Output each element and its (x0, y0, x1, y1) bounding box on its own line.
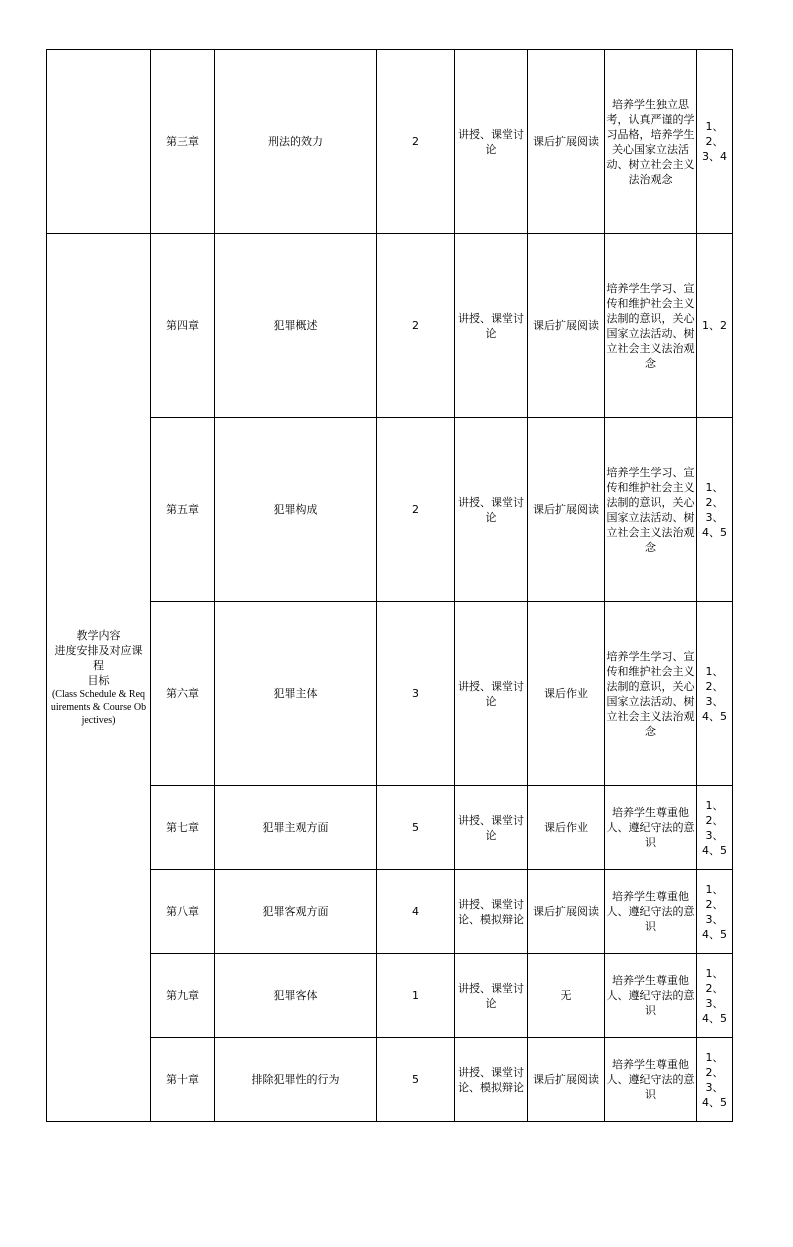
table-row (47, 234, 733, 418)
chapter-cell: 第四章 (151, 234, 215, 418)
homework-cell: 课后扩展阅读 (528, 418, 605, 602)
chapter-cell: 第十章 (151, 1038, 215, 1122)
objectives-cell: 1、2、3、4、5 (697, 870, 733, 954)
goal-cell: 培养学生尊重他人、遵纪守法的意识 (605, 954, 697, 1038)
homework-cell: 课后作业 (528, 786, 605, 870)
hours-cell: 2 (377, 50, 455, 234)
chapter-cell: 第八章 (151, 870, 215, 954)
goal-cell: 培养学生学习、宣传和维护社会主义法制的意识，关心国家立法活动、树立社会主义法治观念 (605, 234, 697, 418)
section-label-line: 目标 (87, 674, 110, 687)
topic-cell: 犯罪客观方面 (215, 870, 377, 954)
hours-cell: 2 (377, 234, 455, 418)
hours-cell: 1 (377, 954, 455, 1038)
chapter-cell: 第九章 (151, 954, 215, 1038)
chapter-cell: 第七章 (151, 786, 215, 870)
objectives-cell: 1、2、3、4、5 (697, 602, 733, 786)
chapter-cell: 第三章 (151, 50, 215, 234)
empty-label-cell (47, 50, 151, 234)
chapter-cell: 第六章 (151, 602, 215, 786)
schedule-table (46, 49, 733, 1122)
topic-cell: 犯罪客体 (215, 954, 377, 1038)
method-cell: 讲授、课堂讨论 (455, 50, 528, 234)
topic-cell: 排除犯罪性的行为 (215, 1038, 377, 1122)
goal-cell: 培养学生尊重他人、遵纪守法的意识 (605, 1038, 697, 1122)
homework-cell: 课后扩展阅读 (528, 234, 605, 418)
topic-cell: 犯罪概述 (215, 234, 377, 418)
hours-cell: 4 (377, 870, 455, 954)
method-cell: 讲授、课堂讨论 (455, 786, 528, 870)
section-label-english: (Class Schedule & Requirements & Course Objectives) (50, 689, 147, 726)
objectives-cell: 1、2、3、4、5 (697, 954, 733, 1038)
hours-cell: 3 (377, 602, 455, 786)
topic-cell: 犯罪构成 (215, 418, 377, 602)
homework-cell: 课后作业 (528, 602, 605, 786)
homework-cell: 无 (528, 954, 605, 1038)
method-cell: 讲授、课堂讨论 (455, 234, 528, 418)
homework-cell: 课后扩展阅读 (528, 1038, 605, 1122)
section-label-line: 教学内容 (76, 629, 121, 642)
method-cell: 讲授、课堂讨论 (455, 602, 528, 786)
hours-cell: 2 (377, 418, 455, 602)
objectives-cell: 1、2 (697, 234, 733, 418)
table-row (47, 50, 733, 234)
objectives-cell: 1、2、3、4、5 (697, 418, 733, 602)
objectives-cell: 1、2、3、4 (697, 50, 733, 234)
goal-cell: 培养学生尊重他人、遵纪守法的意识 (605, 786, 697, 870)
goal-cell: 培养学生尊重他人、遵纪守法的意识 (605, 870, 697, 954)
hours-cell: 5 (377, 786, 455, 870)
goal-cell: 培养学生学习、宣传和维护社会主义法制的意识，关心国家立法活动、树立社会主义法治观念 (605, 602, 697, 786)
homework-cell: 课后扩展阅读 (528, 870, 605, 954)
topic-cell: 犯罪主体 (215, 602, 377, 786)
topic-cell: 犯罪主观方面 (215, 786, 377, 870)
section-label-line: 进度安排及对应课程 (54, 644, 143, 672)
objectives-cell: 1、2、3、4、5 (697, 786, 733, 870)
method-cell: 讲授、课堂讨论 (455, 418, 528, 602)
homework-cell: 课后扩展阅读 (528, 50, 605, 234)
goal-cell: 培养学生独立思考，认真严谨的学习品格，培养学生关心国家立法活动、树立社会主义法治观念 (605, 50, 697, 234)
topic-cell: 刑法的效力 (215, 50, 377, 234)
hours-cell: 5 (377, 1038, 455, 1122)
method-cell: 讲授、课堂讨论、模拟辩论 (455, 870, 528, 954)
section-label-cell (47, 234, 151, 1122)
chapter-cell: 第五章 (151, 418, 215, 602)
objectives-cell: 1、2、3、4、5 (697, 1038, 733, 1122)
method-cell: 讲授、课堂讨论、模拟辩论 (455, 1038, 528, 1122)
method-cell: 讲授、课堂讨论 (455, 954, 528, 1038)
goal-cell: 培养学生学习、宣传和维护社会主义法制的意识，关心国家立法活动、树立社会主义法治观念 (605, 418, 697, 602)
